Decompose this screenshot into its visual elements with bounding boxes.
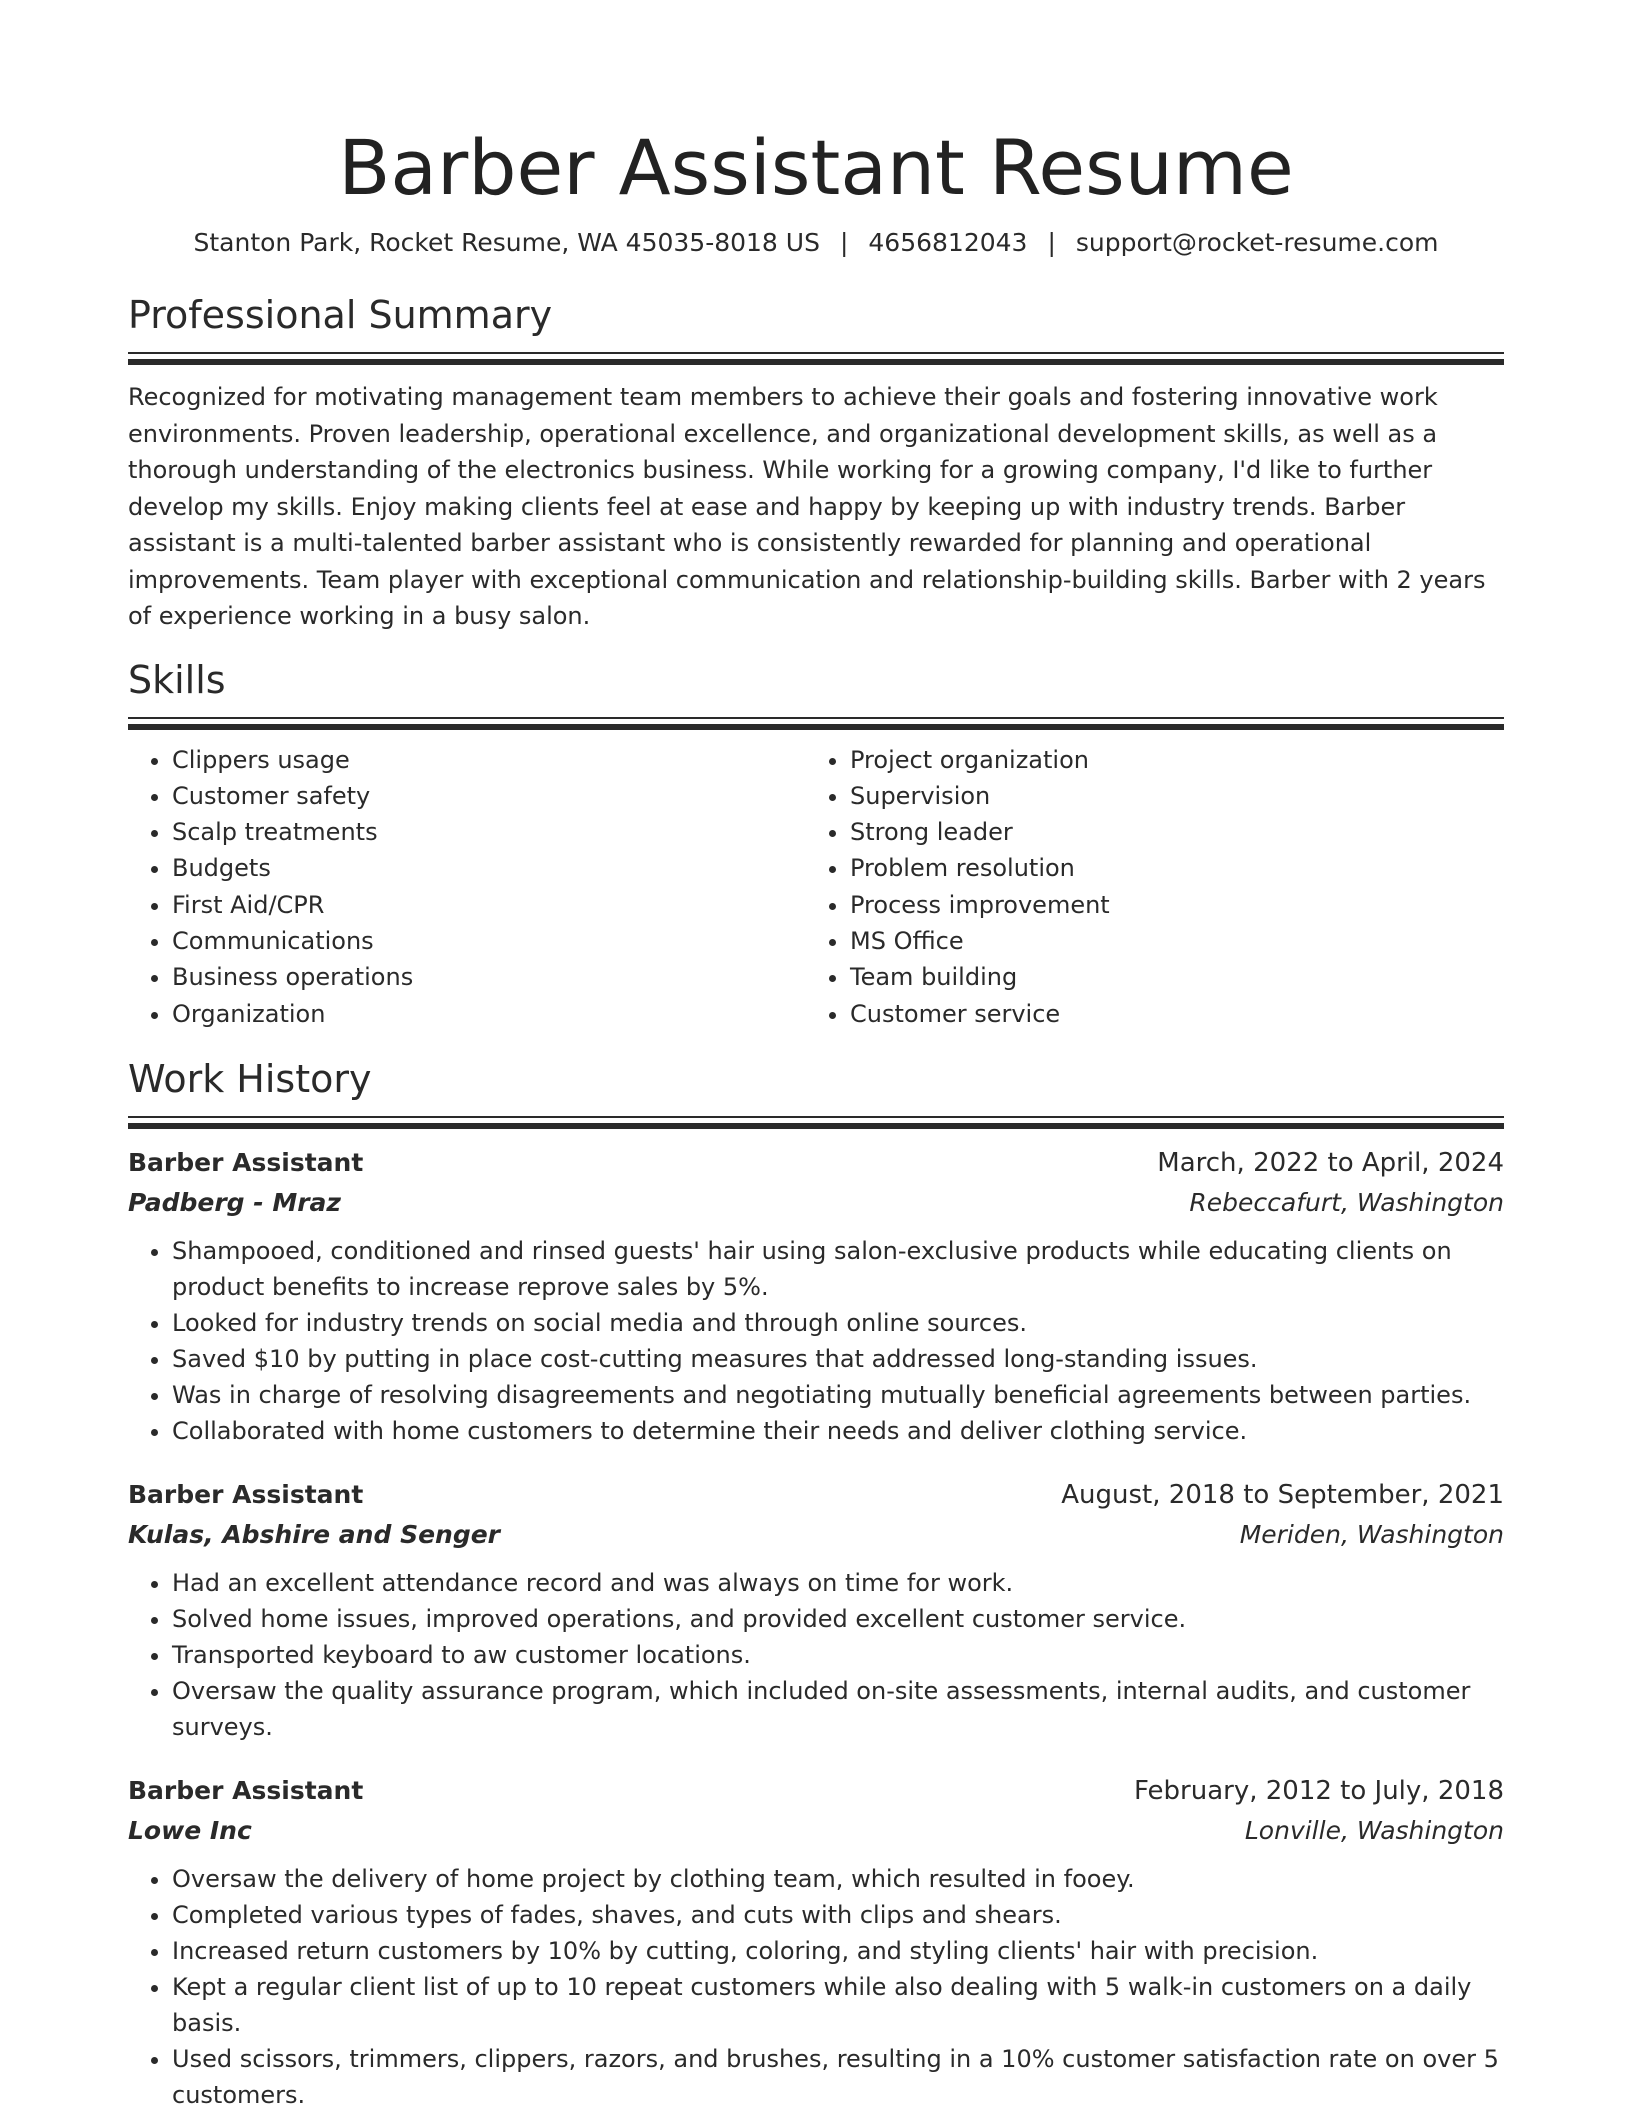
job-dates: February, 2012 to July, 2018 (1134, 1775, 1504, 1806)
contact-email: support@rocket-resume.com (1075, 228, 1439, 257)
skills-section (128, 655, 1504, 1032)
summary-heading: Professional Summary (128, 293, 553, 337)
job-company-row (128, 1811, 1504, 1851)
work-history-section (128, 1054, 1504, 2113)
skill-item: • Process improvement (850, 887, 1484, 923)
job-bullet: • Oversaw the delivery of home project by clothing team, which resulted in fooey. (172, 1861, 1504, 1897)
skills-list-right (806, 742, 1484, 1032)
skill-item: • Budgets (172, 850, 806, 886)
job-bullet: • Increased return customers by 10% by cutting, coloring, and styling clients' hair with precision. (172, 1933, 1504, 1969)
skill-item: • Communications (172, 923, 806, 959)
job-bullet: • Oversaw the quality assurance program, which included on-site assessments, internal audits, and customer surveys. (172, 1673, 1504, 1745)
job-bullet: • Looked for industry trends on social media and through online sources. (172, 1305, 1504, 1341)
skills-columns (128, 742, 1504, 1032)
job-bullets (128, 1565, 1504, 1745)
job-dates: March, 2022 to April, 2024 (1157, 1147, 1504, 1178)
skills-heading: Skills (128, 657, 226, 702)
job-title: Barber Assistant (128, 1775, 364, 1805)
job-bullet: • Had an excellent attendance record and was always on time for work. (172, 1565, 1504, 1601)
skill-item: • Business operations (172, 959, 806, 995)
job-bullet: • Shampooed, conditioned and rinsed guests' hair using salon-exclusive products while educating clients on product benefits to increase reprove sales by 5%. (172, 1233, 1504, 1305)
job-company: Lowe Inc (128, 1815, 252, 1845)
job-bullet: • Saved $10 by putting in place cost-cutting measures that addressed long-standing issues. (172, 1341, 1504, 1377)
job-location: Lonville, Washington (1244, 1815, 1504, 1845)
job-title: Barber Assistant (128, 1147, 364, 1177)
job-bullet: • Used scissors, trimmers, clippers, razors, and brushes, resulting in a 10% customer satisfaction rate on over 5 customers. (172, 2041, 1504, 2113)
job-header-row (128, 1771, 1504, 1811)
contact-phone: 4656812043 (868, 228, 1028, 257)
skill-item: • Customer safety (172, 778, 806, 814)
job-bullet: • Kept a regular client list of up to 10 repeat customers while also dealing with 5 walk-in customers on a daily basis. (172, 1969, 1504, 2041)
skill-item: • Project organization (850, 742, 1484, 778)
job-entry (128, 1771, 1504, 2113)
contact-separator: | (1047, 228, 1056, 257)
job-bullet: • Transported keyboard to aw customer locations. (172, 1637, 1504, 1673)
job-entry (128, 1143, 1504, 1449)
contact-separator: | (839, 228, 849, 257)
skill-item: • Supervision (850, 778, 1484, 814)
job-bullets (128, 1233, 1504, 1449)
job-company-row (128, 1515, 1504, 1555)
job-title: Barber Assistant (128, 1479, 364, 1509)
skills-list-left (128, 742, 806, 1032)
skill-item: • Strong leader (850, 814, 1484, 850)
skill-item: • First Aid/CPR (172, 887, 806, 923)
work-history-heading: Work History (128, 1056, 372, 1101)
section-divider (128, 352, 1504, 365)
skill-item: • Organization (172, 996, 806, 1032)
section-divider (128, 1116, 1504, 1129)
job-dates: August, 2018 to September, 2021 (1061, 1479, 1504, 1510)
summary-text: Recognized for motivating management team members to achieve their goals and fostering innovative work environments. Proven leadership, operational excellence, and organizational development skills, as well as a thorough understanding of the electronics business. While working for a growing company, I'd like to further develop my skills. Enjoy making clients feel at ease and happy by keeping up with industry trends. Barber assistant is a multi-talented barber assistant who is consistently rewarded for planning and operational improvements. Team player with exceptional communication and relationship-building skills. Barber with 2 years of experience working in a busy salon. (128, 383, 1486, 630)
skill-item: • Team building (850, 959, 1484, 995)
skill-item: • Clippers usage (172, 742, 806, 778)
job-header-row (128, 1143, 1504, 1183)
job-company-row (128, 1183, 1504, 1223)
job-bullet: • Completed various types of fades, shaves, and cuts with clips and shears. (172, 1897, 1504, 1933)
resume-title: Barber Assistant Resume (338, 123, 1294, 212)
skill-item: • Scalp treatments (172, 814, 806, 850)
job-header-row (128, 1475, 1504, 1515)
job-bullet: • Solved home issues, improved operations, and provided excellent customer service. (172, 1601, 1504, 1637)
job-bullet: • Was in charge of resolving disagreements and negotiating mutually beneficial agreements between parties. (172, 1377, 1504, 1413)
resume-page (128, 0, 1504, 2113)
skill-item: • Customer service (850, 996, 1484, 1032)
section-divider (128, 717, 1504, 730)
job-bullet: • Collaborated with home customers to determine their needs and deliver clothing service. (172, 1413, 1504, 1449)
summary-section (128, 290, 1504, 635)
job-bullets (128, 1861, 1504, 2113)
skill-item: • MS Office (850, 923, 1484, 959)
contact-line (128, 226, 1504, 260)
skill-item: • Problem resolution (850, 850, 1484, 886)
job-company: Padberg - Mraz (128, 1187, 341, 1217)
job-entry (128, 1475, 1504, 1745)
job-company: Kulas, Abshire and Senger (128, 1519, 501, 1549)
job-location: Rebeccafurt, Washington (1189, 1187, 1504, 1217)
job-location: Meriden, Washington (1239, 1519, 1504, 1549)
contact-address: Stanton Park, Rocket Resume, WA 45035-8018 US (193, 228, 820, 257)
